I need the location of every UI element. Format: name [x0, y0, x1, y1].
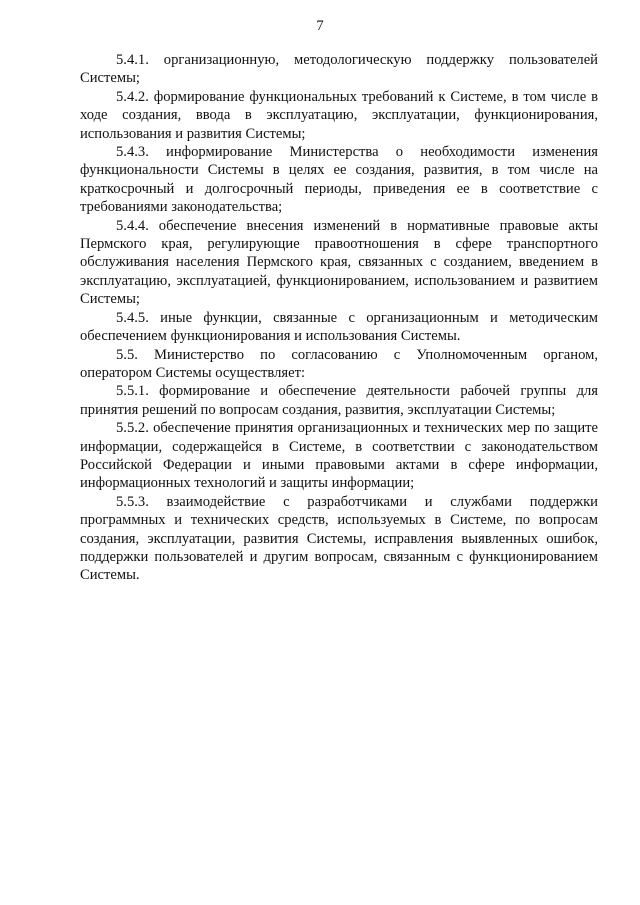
paragraph-5-4-4: 5.4.4. обеспечение внесения изменений в нормативные правовые акты Пермского края, регулирующие правоотношения в сфере транспортного обслуживания населения Пермского края, связанных с созданием, введением в эксплуатацию, эксплуатацией, функционированием, использованием и развитием Системы;	[80, 217, 598, 308]
document-body	[80, 51, 598, 585]
page-number: 7	[316, 18, 324, 34]
paragraph-5-4-1: 5.4.1. организационную, методологическую поддержку пользователей Системы;	[80, 52, 598, 87]
paragraph-5-5-3: 5.5.3. взаимодействие с разработчиками и службами поддержки программных и технических средств, используемых в Системе, по вопросам создания, эксплуатации, развития Системы, исправления выявленных ошибок, поддержки пользователей и другим вопросам, связанным с функционированием Системы.	[80, 493, 598, 584]
paragraph-5-5-1: 5.5.1. формирование и обеспечение деятельности рабочей группы для принятия решений по вопросам создания, развития, эксплуатации Системы;	[80, 383, 598, 418]
paragraph-5-4-3: 5.4.3. информирование Министерства о необходимости изменения функциональности Системы в целях ее создания, развития, в том числе на краткосрочный и долгосрочный периоды, приведения ее в соответствие с требованиями законодательства;	[80, 144, 598, 216]
paragraph-5-4-5: 5.4.5. иные функции, связанные с организационным и методическим обеспечением функционирования и использования Системы.	[80, 309, 598, 345]
paragraph-5-5: 5.5. Министерство по согласованию с Уполномоченным органом, оператором Системы осуществляет:	[80, 346, 598, 381]
paragraph-5-5-2: 5.5.2. обеспечение принятия организационных и технических мер по защите информации, содержащейся в Системе, в соответствии с законодательством Российской Федерации и иными правовыми актами в сфере информации, информационных технологий и защиты информации;	[80, 420, 598, 492]
paragraph-5-4-2: 5.4.2. формирование функциональных требований к Системе, в том числе в ходе создания, ввода в эксплуатацию, эксплуатации, функционирования, использования и развития Системы;	[80, 88, 598, 142]
